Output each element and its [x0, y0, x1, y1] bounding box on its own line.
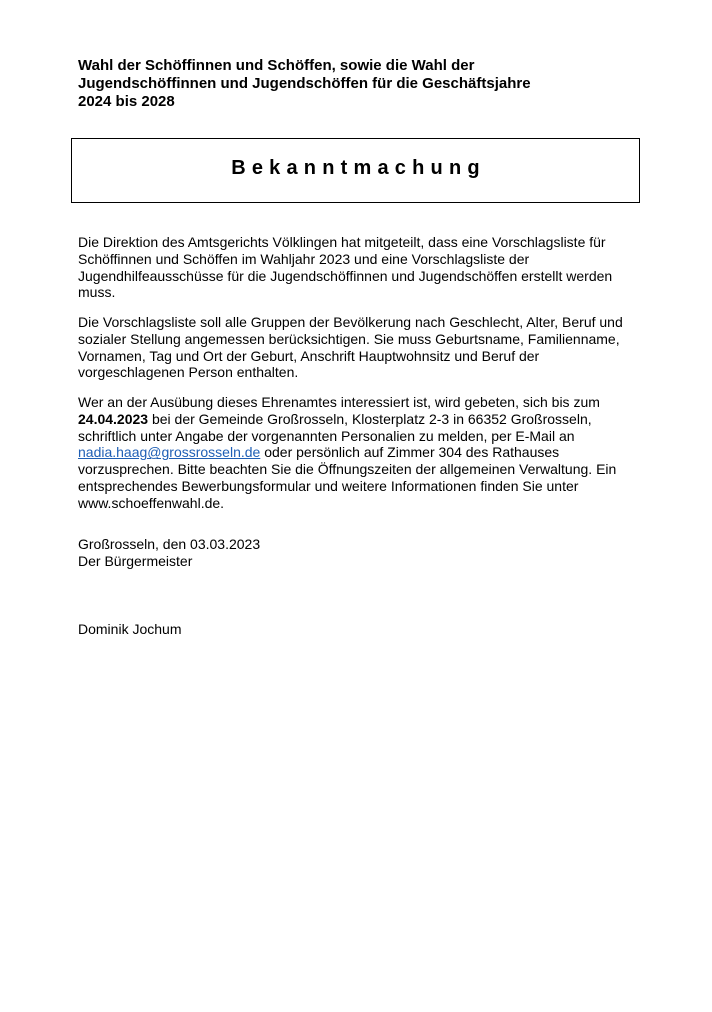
heading-line-1: Wahl der Schöffinnen und Schöffen, sowie die Wahl der	[78, 57, 475, 74]
application-end-text: oder persönlich auf Zimmer 304 des Rathauses vorzusprechen. Bitte beachten Sie die Öffnungszeiten der allgemeinen Verwaltung. Ein entsprechendes Bewerbungsformular und weitere Informationen finden Sie unter www.schoeffenwahl.de.	[78, 444, 617, 511]
paragraph-application	[78, 394, 644, 512]
signature-block	[78, 536, 644, 570]
signatory-name: Dominik Jochum	[78, 621, 182, 637]
application-middle-text: bei der Gemeinde Großrosseln, Klosterplatz 2-3 in 66352 Großrosseln, schriftlich unter Angabe der vorgenannten Personalien zu melden, per E-Mail an	[78, 410, 592, 444]
email-link[interactable]: nadia.haag@grossrosseln.de	[78, 444, 261, 461]
paragraph-intro: Die Direktion des Amtsgerichts Völklingen hat mitgeteilt, dass eine Vorschlagsliste für Schöffinnen und Schöffen im Wahljahr 2023 und eine Vorschlagsliste der Jugendhilfeausschüsse für die Jugendschöffinnen und Jugendschöffen erstellt werden muss.	[78, 234, 613, 301]
banner-title: Bekanntmachung	[231, 157, 486, 179]
paragraph-requirements: Die Vorschlagsliste soll alle Gruppen der Bevölkerung nach Geschlecht, Alter, Beruf und sozialer Stellung angemessen berücksichtigen. Sie muss Geburtsname, Familienname, Vornamen, Tag und Ort der Geburt, Anschrift Hauptwohnsitz und Beruf der vorgeschlagenen Person enthalten.	[78, 314, 623, 381]
application-intro-text: Wer an der Ausübung dieses Ehrenamtes interessiert ist, wird gebeten, sich bis zum	[78, 394, 600, 410]
signatory-role: Der Bürgermeister	[78, 552, 193, 569]
deadline-date: 24.04.2023	[78, 410, 149, 427]
heading-line-2: Jugendschöffinnen und Jugendschöffen für die Geschäftsjahre	[78, 75, 531, 92]
heading-line-3: 2024 bis 2028	[78, 93, 175, 110]
document-heading	[78, 57, 638, 111]
announcement-banner	[71, 138, 640, 203]
place-date: Großrosseln, den 03.03.2023	[78, 536, 261, 552]
